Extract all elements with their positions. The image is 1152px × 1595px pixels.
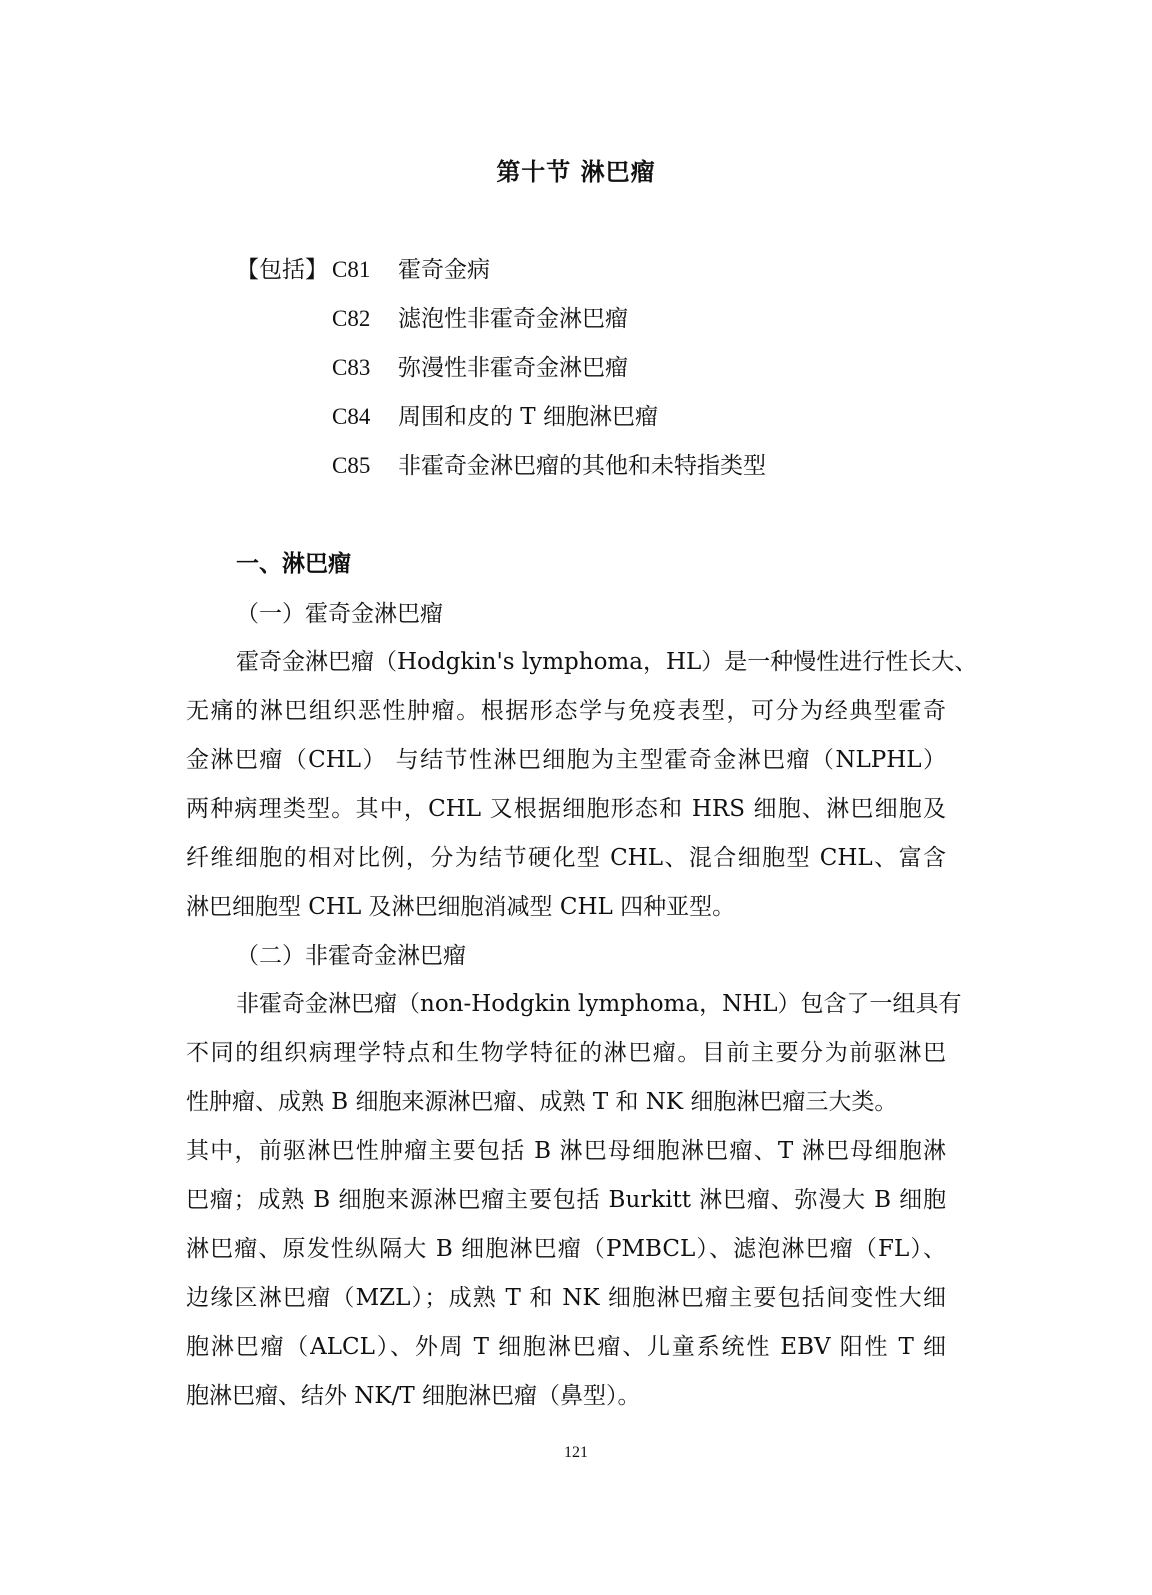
section-title: 第十节 淋巴瘤 — [496, 157, 656, 186]
include-code: C81 — [332, 257, 371, 282]
include-code: C85 — [332, 453, 371, 478]
include-code: C82 — [332, 306, 371, 331]
paragraph-line: 其中，前驱淋巴性肿瘤主要包括 B 淋巴母细胞淋巴瘤、T 淋巴母细胞淋 — [186, 1138, 946, 1164]
heading-non-hodgkin: （二）非霍奇金淋巴瘤 — [236, 943, 466, 969]
heading-hodgkin: （一）霍奇金淋巴瘤 — [236, 601, 443, 627]
include-name: 滤泡性非霍奇金淋巴瘤 — [398, 306, 628, 332]
include-row — [236, 301, 766, 350]
include-code: C84 — [332, 404, 371, 429]
include-row — [236, 448, 766, 497]
include-code: C83 — [332, 355, 371, 380]
paragraph-line: 非霍奇金淋巴瘤（non-Hodgkin lymphoma，NHL）包含了一组具有 — [236, 991, 962, 1017]
page-number: 121 — [564, 1444, 588, 1461]
heading-lymphoma: 一、淋巴瘤 — [236, 550, 351, 577]
paragraph-line: 边缘区淋巴瘤（MZL）；成熟 T 和 NK 细胞淋巴瘤主要包括间变性大细 — [186, 1285, 946, 1311]
paragraph-line: 胞淋巴瘤、结外 NK/T 细胞淋巴瘤（鼻型）。 — [186, 1383, 641, 1409]
paragraph-line: 性肿瘤、成熟 B 细胞来源淋巴瘤、成熟 T 和 NK 细胞淋巴瘤三大类。 — [186, 1089, 898, 1115]
paragraph-line: 淋巴瘤、原发性纵隔大 B 细胞淋巴瘤（PMBCL）、滤泡淋巴瘤（FL）、 — [186, 1236, 946, 1262]
paragraph-line: 两种病理类型。其中，CHL 又根据细胞形态和 HRS 细胞、淋巴细胞及 — [186, 796, 946, 822]
paragraph-line: 无痛的淋巴组织恶性肿瘤。根据形态学与免疫表型，可分为经典型霍奇 — [186, 698, 946, 724]
paragraph-line: 金淋巴瘤（CHL） 与结节性淋巴细胞为主型霍奇金淋巴瘤（NLPHL） — [186, 747, 946, 773]
paragraph-line: 胞淋巴瘤（ALCL）、外周 T 细胞淋巴瘤、儿童系统性 EBV 阳性 T 细 — [186, 1334, 946, 1360]
paragraph-line: 霍奇金淋巴瘤（Hodgkin's lymphoma，HL）是一种慢性进行性长大、 — [236, 649, 978, 675]
paragraph-non-hodgkin — [186, 986, 962, 1427]
paragraph-line: 巴瘤；成熟 B 细胞来源淋巴瘤主要包括 Burkitt 淋巴瘤、弥漫大 B 细胞 — [186, 1187, 946, 1213]
include-name: 周围和皮的 T 细胞淋巴瘤 — [398, 404, 658, 430]
include-name: 弥漫性非霍奇金淋巴瘤 — [398, 355, 628, 381]
include-row — [236, 252, 766, 301]
paragraph-line: 淋巴细胞型 CHL 及淋巴细胞消减型 CHL 四种亚型。 — [186, 894, 736, 920]
includes-list — [236, 252, 766, 497]
include-name: 非霍奇金淋巴瘤的其他和未特指类型 — [398, 453, 766, 479]
paragraph-hodgkin — [186, 644, 978, 938]
paragraph-line: 不同的组织病理学特点和生物学特征的淋巴瘤。目前主要分为前驱淋巴 — [186, 1040, 946, 1066]
include-row — [236, 399, 766, 448]
paragraph-line: 纤维细胞的相对比例，分为结节硬化型 CHL、混合细胞型 CHL、富含 — [186, 845, 946, 871]
include-row — [236, 350, 766, 399]
includes-lead: 【包括】 — [236, 257, 328, 283]
include-name: 霍奇金病 — [398, 257, 490, 283]
